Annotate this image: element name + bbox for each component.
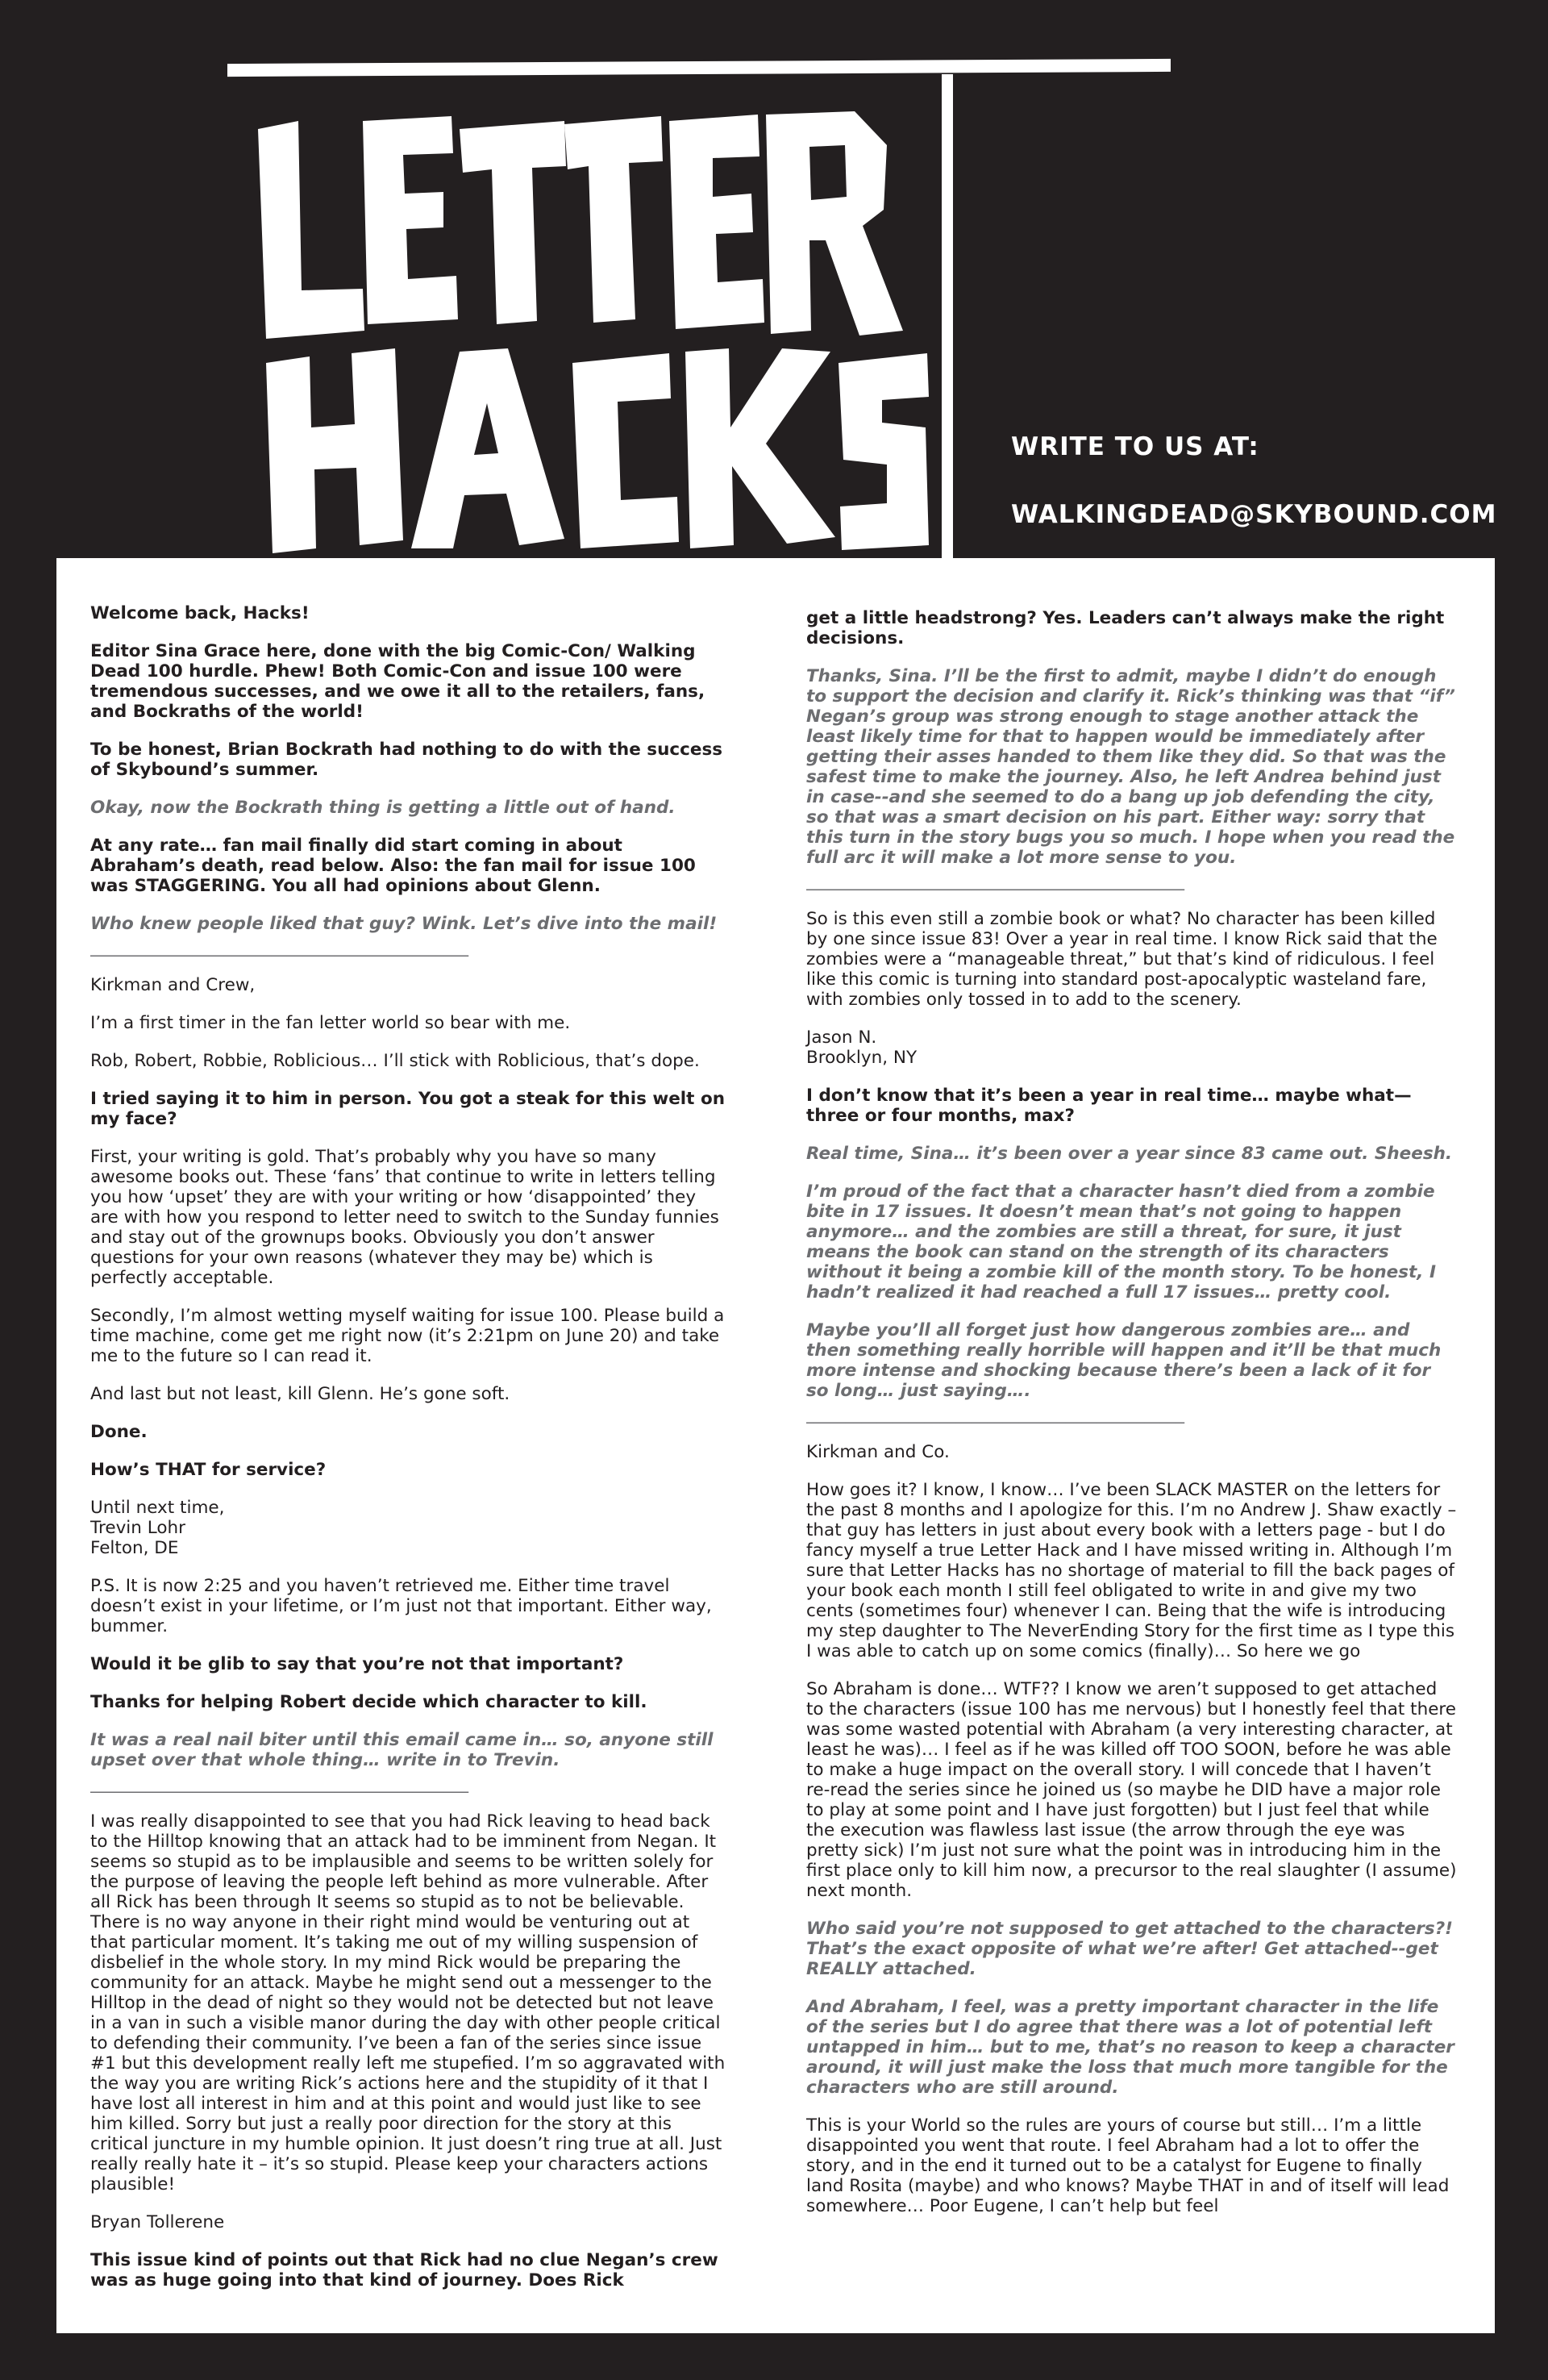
letter-paragraph: I was really disappointed to see that you had Rick leaving to head back to the Hilltop knowing that an attack had to be imminent from Negan. It seems so stupid as to be implausible and seems to be written solely for the purpose of leaving the people left behind as more vulnerable. After all Rick has been through It seems so stupid as to not be believable. There is no way anyone in their right mind would be venturing out at that particular moment. It’s taking me out of my willing suspension of disbelief in the whole story. In my mind Rick would be preparing the community for an attack. Maybe he might send out a messenger to the Hilltop in the dead of night so they would not be detected but not leave in a van in such a visible manor during the day with other people critical to defending their community. I’ve been a fan of the series since issue #1 but this development really left me stupefied. I’m so aggravated with the way you are writing Rick’s actions here and the stupidity of it that I have lost all interest in him and at this point and would just like to see him killed. Sorry but just a really poor direction for the story at this critical juncture in my humble opinion. It just doesn’t ring true at all. Just really really hate it – it’s so stupid. Please keep your characters actions plausible! xyxy=(90,1811,726,2195)
contact-email[interactable]: WALKINGDEAD@SKYBOUND.COM xyxy=(1011,500,1497,529)
letter-paragraph: Okay, now the Bockrath thing is getting a little out of hand. xyxy=(90,798,676,818)
letter-paragraph: Maybe you’ll all forget just how dangerous zombies are… and then something really horrible will happen and it’ll be that much more intense and shocking because there’s been a lack of it for so long… just saying…. xyxy=(806,1320,1442,1401)
logo-letters xyxy=(258,111,929,553)
letter-paragraph: This issue kind of points out that Rick had no clue Negan’s crew was as huge going into that kind of journey. Does Rick xyxy=(90,2250,718,2290)
letter-paragraph: And last but not least, kill Glenn. He’s gone soft. xyxy=(90,1384,510,1404)
section-divider: ________________________________________________ xyxy=(806,1404,1184,1424)
letter-paragraph: Thanks for helping Robert decide which character to kill. xyxy=(90,1692,647,1712)
letter-hacks-logo xyxy=(242,97,935,556)
letters-column-right xyxy=(806,608,1458,2234)
letter-paragraph: Kirkman and Co. xyxy=(806,1442,950,1462)
letter-paragraph: Secondly, I’m almost wetting myself waiting for issue 100. Please build a time machine, come get me right now (it’s 2:21pm on June 20) and take me to the future so I can read it. xyxy=(90,1306,725,1366)
letter-paragraph: Who said you’re not supposed to get attached to the characters?! That’s the exact opposite of what we’re after! Get attached--get REALLY attached. xyxy=(806,1919,1453,1979)
letter-paragraph: I’m a first timer in the fan letter world so bear with me. xyxy=(90,1013,571,1033)
letter-paragraph: I don’t know that it’s been a year in real time… maybe what— three or four months, max? xyxy=(806,1086,1412,1126)
letter-paragraph: This is your World so the rules are yours of course but still… I’m a little disappointed you went that route. I feel Abraham had a lot to offer the story, and in the end it turned out to be a catalyst for Eugene to finally land Rosita (maybe) and who knows? Maybe THAT in and of itself will lead somewhere… Poor Eugene, I can’t help but feel xyxy=(806,2115,1450,2216)
header-divider-rule xyxy=(942,74,953,568)
letter-paragraph: And Abraham, I feel, was a pretty important character in the life of the series but I do agree that there was a lot of potential left untapped in him… but to me, that’s no reason to keep a character around, it will just make the loss that much more tangible for the characters who are still around. xyxy=(806,1997,1454,2098)
letter-paragraph: First, your writing is gold. That’s probably why you have so many awesome books out. These ‘fans’ that continue to write in letters telling you how ‘upset’ they are with your writing or how ‘disappointed’ they are with how you respond to letter need to switch to the Sunday funnies and stay out of the grownups books. Obviously you don’t answer questions for your own reasons (whatever they may be) which is perfectly acceptable. xyxy=(90,1147,719,1288)
letter-paragraph: get a little headstrong? Yes. Leaders can’t always make the right decisions. xyxy=(806,608,1445,648)
letter-paragraph: I’m proud of the fact that a character hasn’t died from a zombie bite in 17 issues. It doesn’t mean that’s not going to happen anymore… and the zombies are still a threat, for sure, it just means the book can stand on the strength of its characters without it being a zombie kill of the month story. To be honest, I hadn’t realized it had reached a full 17 issues… pretty cool. xyxy=(806,1182,1436,1303)
letter-paragraph: Rob, Robert, Robbie, Roblicious… I’ll stick with Roblicious, that’s dope. xyxy=(90,1051,700,1071)
header-top-rule xyxy=(227,59,1171,77)
letter-paragraph: Who knew people liked that guy? Wink. Let’s dive into the mail! xyxy=(90,914,718,934)
section-divider: ________________________________________________ xyxy=(90,937,468,957)
letter-paragraph: How’s THAT for service? xyxy=(90,1460,327,1480)
letter-paragraph: So is this even still a zombie book or what? No character has been killed by one since issue 83! Over a year in real time. I know Rick said that the zombies were a “manageable threat,” but that’s kind of ridiculous. I feel like this comic is turning into standard post-apocalyptic wasteland fare, with zombies only tossed in to add to the scenery. xyxy=(806,909,1438,1010)
letter-paragraph: Thanks, Sina. I’ll be the first to admit, maybe I didn’t do enough to support the decision and clarify it. Rick’s thinking was that “if” Negan’s group was strong enough to stage another attack the least likely time for that to happen would be immediately after getting their asses handed to them like they did. So that was the safest time to make the journey. Also, he left Andrea behind just in case--and she seemed to do a bang up job defending the city, so that was a smart decision on his part. Either way: sorry that this turn in the story bugs you so much. I hope when you read the full arc it will make a lot more sense to you. xyxy=(806,666,1455,868)
letter-paragraph: It was a real nail biter until this email came in… so, anyone still upset over that whole thing… write in to Trevin. xyxy=(90,1730,714,1770)
letter-paragraph: P.S. It is now 2:25 and you haven’t retrieved me. Either time travel doesn’t exist in your lifetime, or I’m just not that important. Either way, bummer. xyxy=(90,1576,712,1636)
letter-paragraph: Jason N. Brooklyn, NY xyxy=(806,1027,918,1068)
letter-paragraph: Would it be glib to say that you’re not that important? xyxy=(90,1654,624,1674)
logo-text: LETTER xyxy=(242,97,245,98)
letter-paragraph: Welcome back, Hacks! xyxy=(90,603,310,623)
letters-column-left xyxy=(90,603,727,2308)
letter-paragraph: How goes it? I know, I know… I’ve been SLACK MASTER on the letters for the past 8 months and I apologize for this. I’m no Andrew J. Shaw exactly – that guy has letters in just about every book with a letters page - but I do fancy myself a true Letter Hack and I have missed writing in. Although I’m sure that Letter Hacks has no shortage of material to fill the back pages of your book each month I still feel obligated to write in and give my two cents (sometimes four) whenever I can. Being that the wife is introducing my step daughter to The NeverEnding Story for the first time as I type this I was able to catch up on some comics (finally)… So here we go xyxy=(806,1480,1457,1661)
letter-paragraph: Done. xyxy=(90,1422,148,1442)
section-divider: ________________________________________________ xyxy=(806,871,1184,891)
letter-paragraph: Real time, Sina… it’s been over a year since 83 came out. Sheesh. xyxy=(806,1144,1453,1164)
letter-paragraph: Kirkman and Crew, xyxy=(90,975,256,995)
letter-paragraph: To be honest, Brian Bockrath had nothing to do with the success of Skybound’s summer. xyxy=(90,740,723,780)
letter-paragraph: At any rate… fan mail finally did start coming in about Abraham’s death, read below. Also: the fan mail for issue 100 was STAGGERING. You all had opinions about Glenn. xyxy=(90,836,696,896)
letter-paragraph: Bryan Tollerene xyxy=(90,2212,225,2232)
letter-paragraph: I tried saying it to him in person. You got a steak for this welt on my face? xyxy=(90,1089,726,1129)
write-to-label: WRITE TO US AT: xyxy=(1011,432,1259,461)
letter-paragraph: So Abraham is done… WTF?? I know we aren’t supposed to get attached to the characters (issue 100 has me nervous) but I honestly feel that there was some wasted potential with Abraham (a very interesting character, at least he was)… I feel as if he was killed off TOO SOON, before he was able to make a huge impact on the overall story. I will concede that I haven’t re-read the series since he joined us (so maybe he DID have a major role to play at some point and I have just forgotten) but I just feel that while the execution was flawless last issue (the arrow through the eye was pretty sick) I’m just not sure what the point was in introducing him in the first place only to kill him now, a precursor to the real slaughter (I assume) next month. xyxy=(806,1679,1457,1901)
letters-panel xyxy=(56,558,1495,2333)
letter-paragraph: Until next time, Trevin Lohr Felton, DE xyxy=(90,1498,225,1558)
section-divider: ________________________________________________ xyxy=(90,1774,468,1794)
letter-paragraph: Editor Sina Grace here, done with the big Comic-Con/ Walking Dead 100 hurdle. Phew! Both Comic-Con and issue 100 were tremendous successes, and we owe it all to the retailers, fans, and Bockraths of the world! xyxy=(90,641,705,722)
